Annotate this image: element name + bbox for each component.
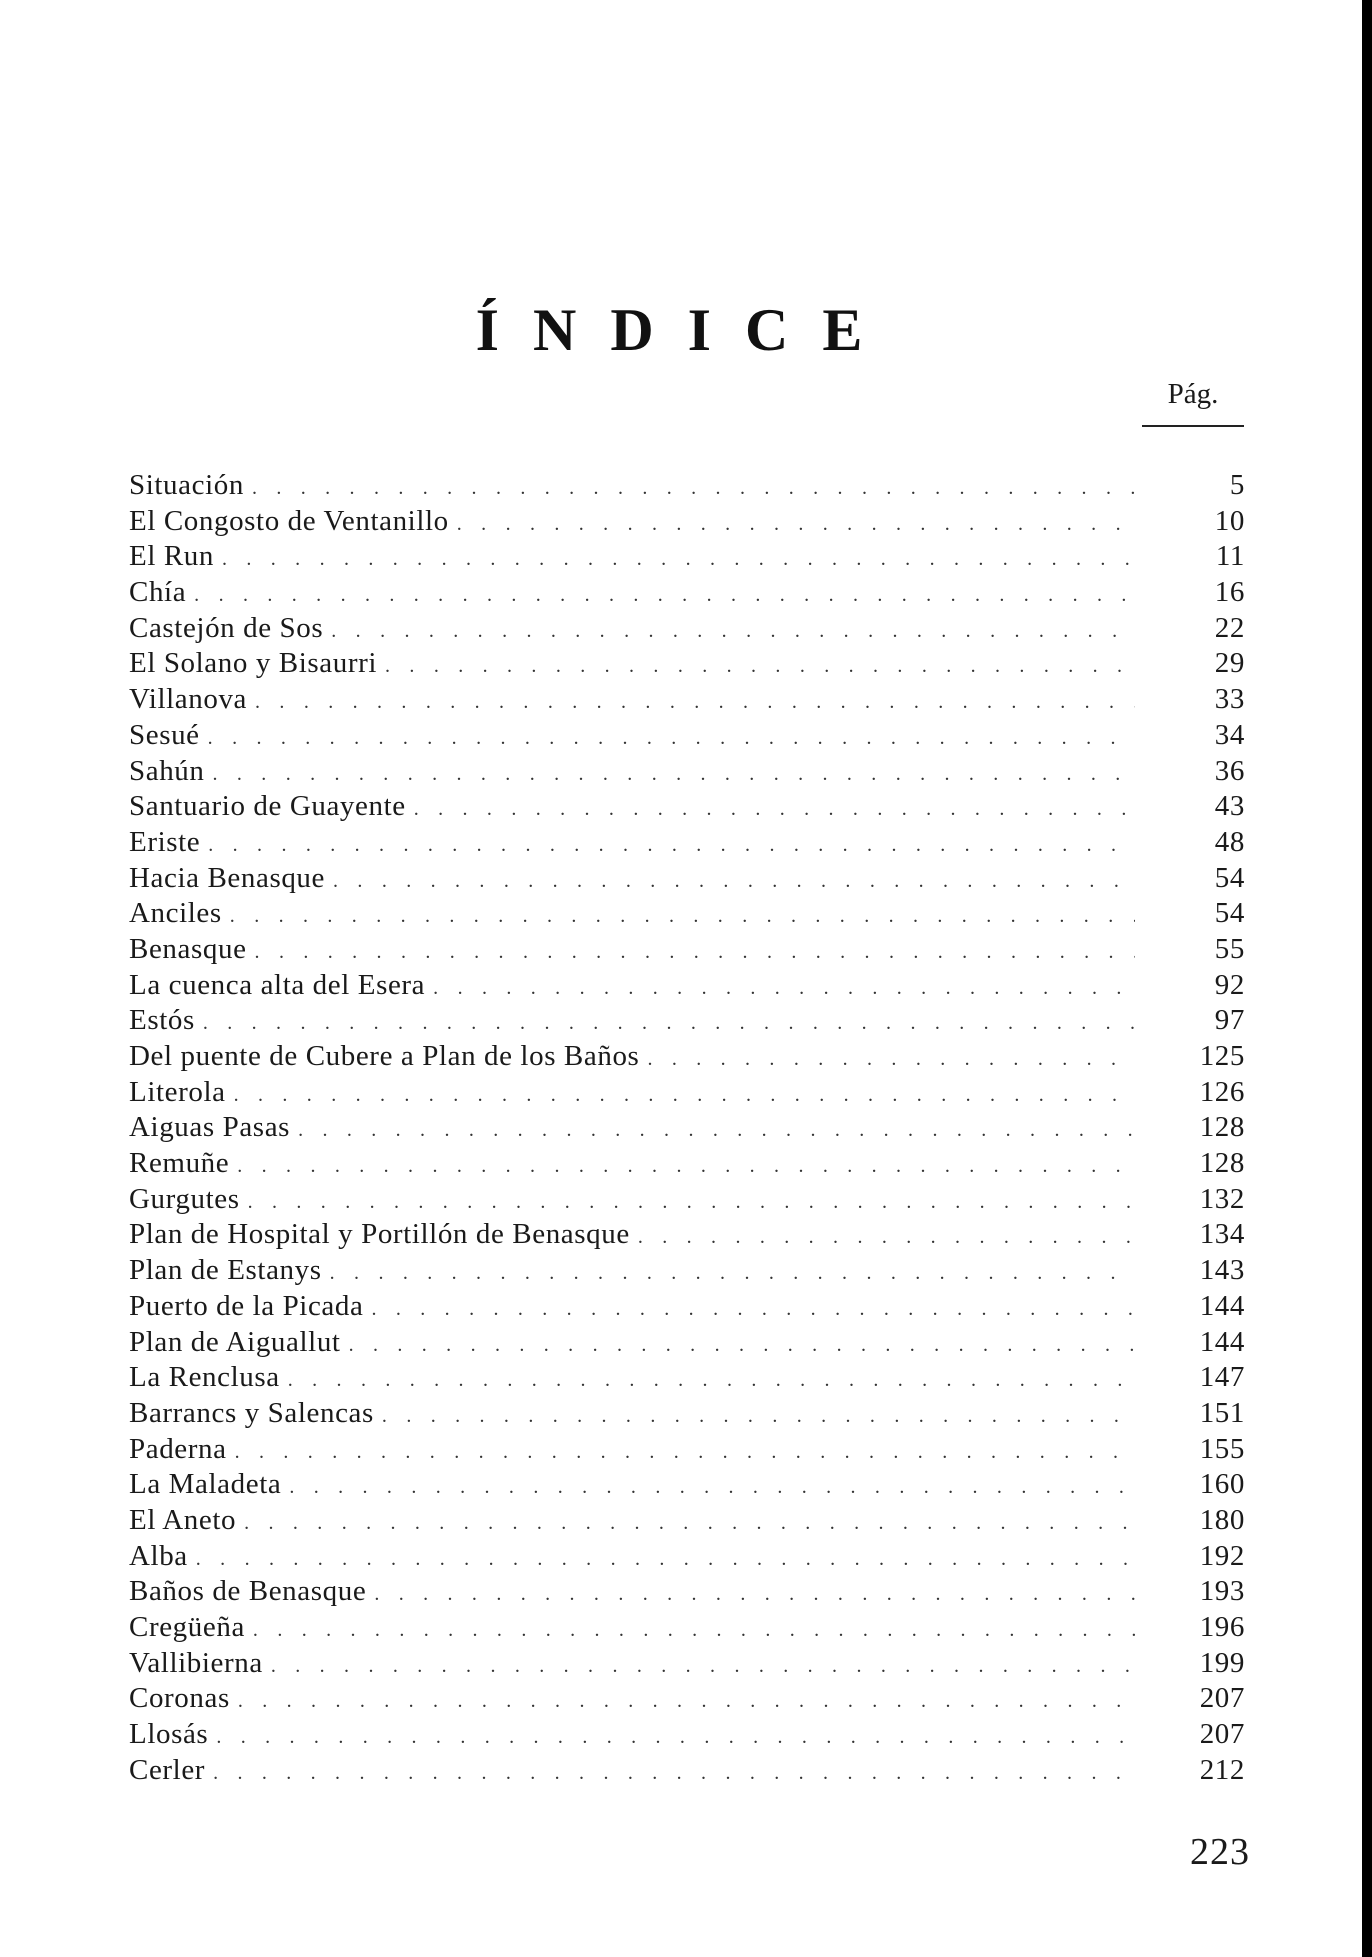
toc-entry <box>129 646 1245 682</box>
toc-entry-label: Benasque <box>129 932 247 965</box>
toc-entry <box>129 468 1245 504</box>
toc-entry <box>129 896 1245 932</box>
toc-entry-label: Santuario de Guayente <box>129 790 406 823</box>
index-title: ÍNDICE <box>475 297 897 363</box>
toc-entry-label: Hacia Benasque <box>129 861 326 894</box>
toc-entry-page: 196 <box>1199 1611 1245 1643</box>
dot-leader <box>255 685 1135 721</box>
toc-entry <box>129 754 1245 790</box>
dot-leader <box>385 649 1135 685</box>
toc-entry-page: 199 <box>1199 1646 1245 1679</box>
dot-leader <box>248 1185 1135 1221</box>
toc-entry <box>129 1539 1245 1575</box>
toc-entry-page: 132 <box>1199 1182 1245 1215</box>
toc-entry-page: 34 <box>1214 718 1245 751</box>
toc-entry-page: 144 <box>1199 1289 1245 1322</box>
toc-entry-label: Baños de Benasque <box>129 1575 367 1608</box>
dot-leader <box>237 1149 1135 1185</box>
toc-entry-page: 16 <box>1214 576 1245 609</box>
toc-entry-label: Coronas <box>129 1682 230 1715</box>
toc-entry-page: 128 <box>1199 1147 1245 1180</box>
toc-entry <box>129 1646 1245 1682</box>
toc-entry-page: 207 <box>1199 1682 1245 1715</box>
toc-entry-label: El Solano y Bisaurri <box>129 647 378 680</box>
toc-entry-label: Del puente de Cubere a Plan de los Baños <box>129 1040 640 1072</box>
dot-leader <box>371 1292 1135 1328</box>
toc-entry <box>129 1717 1245 1753</box>
toc-entry <box>129 1146 1245 1182</box>
toc-entry-label: Villanova <box>129 683 248 716</box>
dot-leader <box>208 721 1135 757</box>
toc-entry-label: Cerler <box>129 1753 206 1786</box>
toc-entry <box>129 1110 1245 1146</box>
toc-entry <box>129 1467 1245 1503</box>
toc-entry-page: 144 <box>1199 1325 1245 1358</box>
toc-entry-page: 155 <box>1199 1432 1245 1465</box>
toc-entry <box>129 1253 1245 1289</box>
toc-entry <box>129 932 1245 968</box>
toc-entry-page: 11 <box>1215 540 1245 573</box>
toc-entry-page: 97 <box>1214 1004 1245 1037</box>
toc-entry <box>129 718 1245 754</box>
toc-entry <box>129 1574 1245 1610</box>
dot-leader <box>253 1613 1135 1649</box>
dot-leader <box>349 1328 1135 1364</box>
toc-entry-page: 54 <box>1214 897 1245 930</box>
toc-entry-label: Chía <box>129 576 187 609</box>
toc-entry-page: 48 <box>1214 825 1245 858</box>
toc-entry <box>129 1325 1245 1361</box>
toc-entry-page: 212 <box>1199 1753 1245 1786</box>
toc-entry-label: Literola <box>129 1075 226 1108</box>
toc-entry <box>129 1503 1245 1539</box>
toc-entry-label: Vallibierna <box>129 1646 263 1679</box>
dot-leader <box>230 899 1135 935</box>
page-number: 223 <box>1190 1831 1250 1873</box>
toc-entry-page: 160 <box>1199 1468 1245 1501</box>
toc-entry <box>129 611 1245 647</box>
toc-entry-page: 55 <box>1214 932 1245 965</box>
toc-entry <box>129 825 1245 861</box>
dot-leader <box>255 935 1135 971</box>
dot-leader <box>213 1756 1135 1792</box>
toc-entry-label: Gurgutes <box>129 1182 240 1215</box>
toc-entry-label: Sahún <box>129 754 205 787</box>
toc-entry <box>129 1610 1245 1646</box>
toc-entry-page: 5 <box>1229 469 1245 501</box>
toc-entry-page: 92 <box>1214 968 1245 1001</box>
dot-leader <box>196 1542 1135 1578</box>
toc-entry-page: 143 <box>1199 1254 1245 1287</box>
toc-entry-label: Situación <box>129 469 244 501</box>
toc-entry-label: La Renclusa <box>129 1361 280 1394</box>
toc-entry <box>129 1217 1245 1253</box>
toc-entry-page: 151 <box>1199 1396 1245 1429</box>
toc-entry-label: Alba <box>129 1539 188 1572</box>
dot-leader <box>252 471 1135 507</box>
dot-leader <box>638 1220 1135 1256</box>
toc-entry-page: 128 <box>1199 1111 1245 1144</box>
toc-entry-page: 29 <box>1214 647 1245 680</box>
toc-entry-label: El Congosto de Ventanillo <box>129 504 449 537</box>
toc-entry-label: Puerto de la Picada <box>129 1289 364 1322</box>
toc-entry-label: Remuñe <box>129 1147 230 1180</box>
dot-leader <box>433 971 1135 1007</box>
toc-entry-label: La Maladeta <box>129 1468 282 1501</box>
toc-entry-label: El Run <box>129 540 214 573</box>
toc-entry-page: 180 <box>1199 1503 1245 1536</box>
toc-entry-page: 126 <box>1199 1075 1245 1108</box>
dot-leader <box>208 828 1135 864</box>
toc-entry-label: Eriste <box>129 825 201 858</box>
toc-entry <box>129 1039 1245 1075</box>
toc-entry <box>129 575 1245 611</box>
toc-entry-page: 36 <box>1214 754 1245 787</box>
dot-leader <box>331 614 1135 650</box>
dot-leader <box>330 1256 1135 1292</box>
toc-entry-page: 193 <box>1199 1575 1245 1608</box>
page-edge-shadow <box>1362 0 1372 1957</box>
toc-entry <box>129 1396 1245 1432</box>
dot-leader <box>374 1577 1135 1613</box>
toc-entry-label: Barrancs y Salencas <box>129 1396 374 1429</box>
toc-entry <box>129 861 1245 897</box>
dot-leader <box>333 864 1135 900</box>
toc-entry-page: 192 <box>1199 1539 1245 1572</box>
dot-leader <box>235 1435 1135 1471</box>
toc-entry <box>129 682 1245 718</box>
toc-entry <box>129 1003 1245 1039</box>
toc-entry <box>129 1432 1245 1468</box>
dot-leader <box>288 1363 1135 1399</box>
toc-entry <box>129 1681 1245 1717</box>
dot-leader <box>194 578 1135 614</box>
toc-entry-label: Cregüeña <box>129 1611 245 1643</box>
dot-leader <box>382 1399 1135 1435</box>
toc-entry-label: Plan de Aiguallut <box>129 1325 341 1358</box>
toc-entry-label: Plan de Estanys <box>129 1254 322 1287</box>
toc-entry-page: 147 <box>1199 1361 1245 1394</box>
dot-leader <box>244 1506 1135 1542</box>
toc-entry <box>129 1289 1245 1325</box>
toc-entry-label: Anciles <box>129 897 222 930</box>
toc-entry-page: 22 <box>1214 611 1245 644</box>
toc-entry-page: 54 <box>1214 861 1245 894</box>
dot-leader <box>222 542 1135 578</box>
toc-entry-page: 10 <box>1214 504 1245 537</box>
dot-leader <box>457 507 1135 543</box>
dot-leader <box>289 1470 1135 1506</box>
page-column-header: Pág. <box>1142 378 1244 427</box>
toc-entry-page: 43 <box>1214 790 1245 823</box>
toc-entry-label: Estós <box>129 1004 195 1037</box>
dot-leader <box>213 757 1136 793</box>
dot-leader <box>203 1006 1135 1042</box>
dot-leader <box>234 1078 1135 1114</box>
toc-entry-label: Llosás <box>129 1718 209 1751</box>
toc-entry-label: Aiguas Pasas <box>129 1111 291 1144</box>
toc-entry <box>129 1182 1245 1218</box>
dot-leader <box>647 1042 1135 1078</box>
toc-entry-label: Sesué <box>129 718 200 751</box>
toc-entry <box>129 1753 1245 1789</box>
toc-entry-label: La cuenca alta del Esera <box>129 968 426 1001</box>
toc-entry-page: 33 <box>1214 683 1245 716</box>
dot-leader <box>298 1113 1135 1149</box>
dot-leader <box>238 1684 1135 1720</box>
toc-entry <box>129 1075 1245 1111</box>
toc-entry-page: 125 <box>1199 1040 1245 1072</box>
dot-leader <box>271 1649 1135 1685</box>
toc-entry <box>129 504 1245 540</box>
toc-entry-label: El Aneto <box>129 1503 237 1536</box>
toc-entry-page: 134 <box>1199 1218 1245 1251</box>
toc-entry <box>129 789 1245 825</box>
toc-entry <box>129 1360 1245 1396</box>
toc-entry <box>129 539 1245 575</box>
toc-entry-label: Castejón de Sos <box>129 611 324 644</box>
dot-leader <box>216 1720 1135 1756</box>
toc-entry-page: 207 <box>1199 1718 1245 1751</box>
toc-entry-label: Plan de Hospital y Portillón de Benasque <box>129 1218 630 1251</box>
dot-leader <box>414 792 1135 828</box>
toc-entry-label: Paderna <box>129 1432 227 1465</box>
table-of-contents <box>129 468 1245 1788</box>
toc-entry <box>129 968 1245 1004</box>
